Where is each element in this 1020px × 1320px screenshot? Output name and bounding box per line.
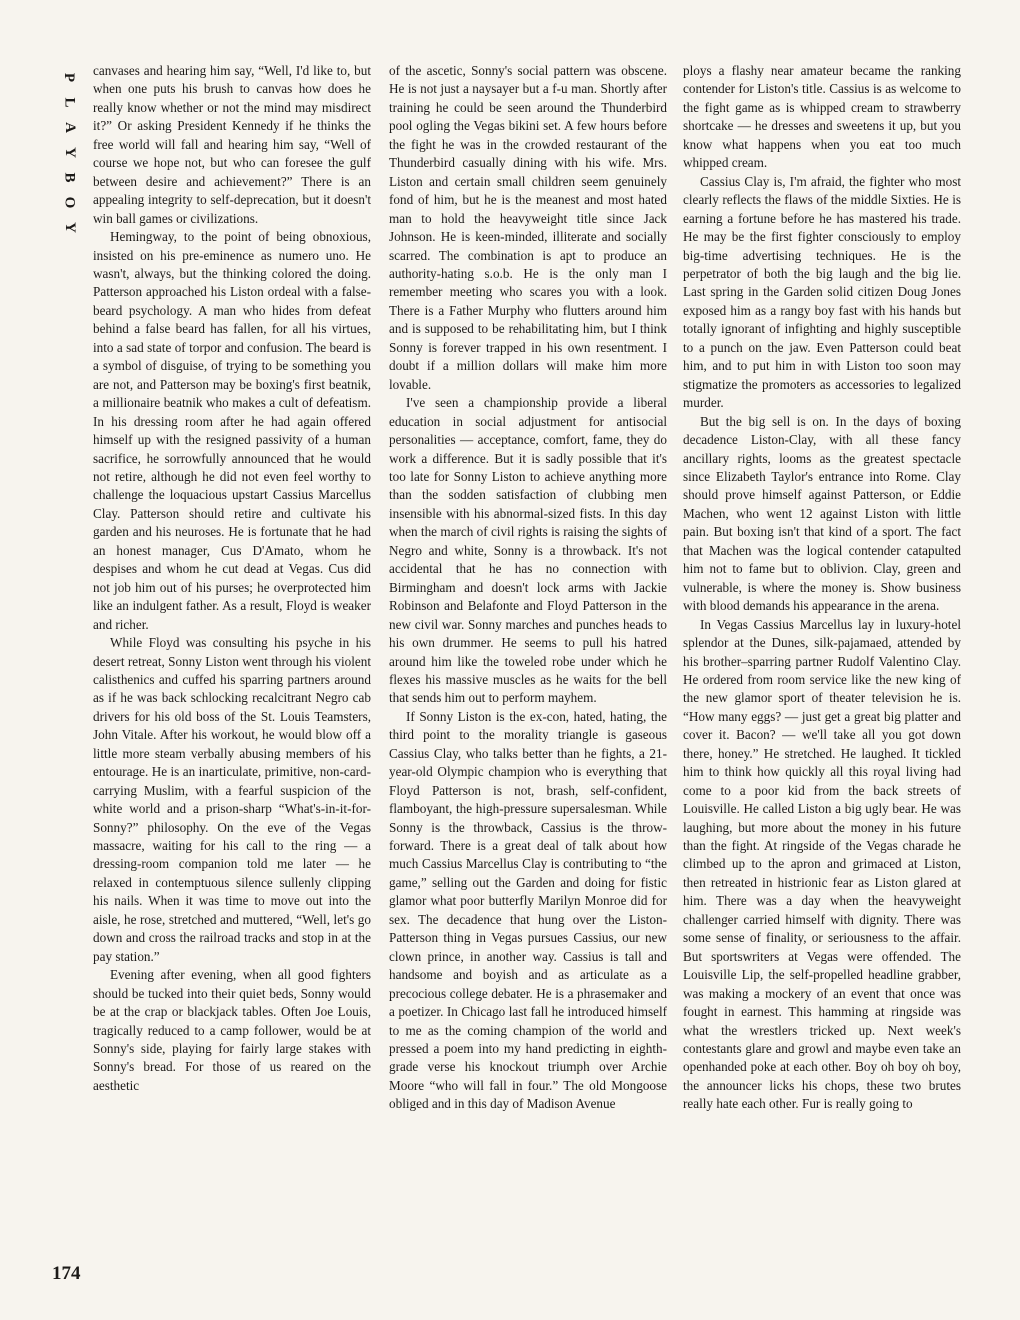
- masthead-letter: B: [61, 172, 78, 183]
- paragraph: Hemingway, to the point of being obnoxious, insisted on his pre-eminence as numero uno. He wasn't, always, but the thinking colored the doing. Patterson approached his Liston ordeal with a false-beard psychology. A man who hides from defeat behind a false beard has fallen, for all his virtues, into a sad state of torpor and confusion. The beard is a symbol of disguise, of trying to be something you are not, and Patterson may be boxing's first beatnik, a millionaire beatnik who makes a cult of defeatism. In his dressing room after he had again offered himself up with the resigned passivity of a human sacrifice, he sorrowfully announced that he would not retire, although he did not even feel worthy to challenge the loquacious upstart Cassius Marcellus Clay. Patterson should retire and cultivate his garden and his neuroses. He is fortunate that he had an honest manager, Cus D'Amato, whom he despises and whom he cut dead at Vegas. Cus did not job him out of his purses; he overprotected him like an indulgent father. As a result, Floyd is weaker and richer.: [93, 229, 371, 632]
- masthead-letter: O: [61, 196, 78, 209]
- masthead-letter: P: [61, 72, 78, 83]
- text-column-3: [683, 62, 961, 1292]
- text-column-1: [93, 62, 371, 1292]
- paragraph: If Sonny Liston is the ex-con, hated, hating, the third point to the morality triangle is gaseous Cassius Clay, who talks better than he fights, a 21-year-old Olympic champion who is everything that Floyd Patterson is not, brash, self-confident, flamboyant, the high-pressure supersalesman. While Sonny is the throwback, Cassius is the throw-forward. There is a great deal of talk about how much Cassius Marcellus Clay is contributing to “the game,” selling out the Garden and doing for fistic glamor what poor butterfly Marilyn Monroe did for sex. The decadence that hung over the Liston-Patterson thing in Vegas pursues Cassius, our new clown prince, in another way. Cassius is tall and handsome and boyish and as articulate as a precocious college debater. He is a phrasemaker and a poetizer. In Chicago last fall he introduced himself to me as the coming champion of the world and pressed a poem into my hand predicting in eighth-grade verse his knockout triumph over Archie Moore “who will fall in four.” The old Mongoose obliged and in this day of Madison Avenue: [389, 708, 667, 1112]
- paragraph: Evening after evening, when all good fighters should be tucked into their quiet beds, Sonny would be at the crap or blackjack tables. Often Joe Louis, tragically reduced to a camp follower, would be at Sonny's side, playing for fairly large stakes with Sonny's bread. For those of us reared on the aesthetic: [93, 967, 371, 1093]
- text-column-2: [389, 62, 667, 1292]
- paragraph: Cassius Clay is, I'm afraid, the fighter who most clearly reflects the flaws of the middle Sixties. He is earning a fortune before he has mastered his trade. He may be the first fighter consciously to employ big-time advertising techniques. He is the perpetrator of both the big laugh and the big lie. Last spring in the Garden solid citizen Doug Jones exposed him as a rangy boy fast with his hands but totally ignorant of infighting and highly susceptible to a punch on the jaw. Even Patterson could beat him, and to put him in with Liston too soon may stigmatize the promoters as accessories to legalized murder.: [683, 173, 961, 411]
- magazine-masthead: [58, 70, 80, 235]
- paragraph: canvases and hearing him say, “Well, I'd like to, but when one puts his brush to canvas how does he really know whether or not the mind may misdirect it?” Or asking President Kennedy if he thinks the free world will fall and hearing him say, “Well of course we hope not, but who can foresee the gulf between desire and achievement?” There is an appealing integrity to self-deprecation, but it doesn't win ball games or civilizations.: [93, 63, 371, 226]
- paragraph: While Floyd was consulting his psyche in his desert retreat, Sonny Liston went through his violent calisthenics and cuffed his sparring partners around as if he was back schlocking recalcitrant Negro cab drivers for his old boss of the St. Louis Teamsters, John Vitale. After his workout, he would blow off a little more steam verbally abusing members of his entourage. He is an inarticulate, primitive, non-card-carrying Muslim, with a fearful suspicion of the white world and a prison-sharp “What's-in-it-for-Sonny?” philosophy. On the eve of the Vegas massacre, waiting for his call to the ring — a dressing-room companion told me later — he relaxed in contemptuous silence sullenly clipping his nails. When it was time to move out into the aisle, he rose, stretched and muttered, “Well, let's go down and cross the railroad tracks and stop in at the pay station.”: [93, 635, 371, 964]
- masthead-letter: A: [61, 122, 78, 133]
- paragraph: But the big sell is on. In the days of boxing decadence Liston-Clay, with all these fancy ancillary rights, looms as the greatest spectacle since Elizabeth Taylor's entrance into Rome. Clay should prove himself against Patterson, or Eddie Machen, who went 12 against Liston with little pain. But boxing isn't that kind of a sport. The fact that Machen was the logical contender catapulted him not to fame but to oblivion. Clay, green and vulnerable, is where the money is. Show business with blood demands his appearance in the arena.: [683, 413, 961, 614]
- masthead-letter: L: [61, 97, 78, 108]
- masthead-letter: Y: [61, 147, 78, 158]
- paragraph: In Vegas Cassius Marcellus lay in luxury-hotel splendor at the Dunes, silk-pajamaed, attended by his brother–sparring partner Rudolf Valentino Clay. He ordered from room service like the new king of the new glamor sport of theater television he is. “How many eggs? — just get a great big platter and cover it. Bacon? — we'll take all you got down there, honey.” He stretched. He laughed. It tickled him to think how quickly all this royal living had come to a poor kid from the back streets of Louisville. He called Liston a big ugly bear. He was laughing, but more about the money in his future than the fight. At ringside of the Vegas charade he climbed up to the apron and grimaced at Liston, then retreated in histrionic fear as Liston glared at him. There was a day when the heavyweight challenger carried himself with dignity. There was some sense of finality, or seriousness to the affair. But sportswriters at Vegas were offended. The Louisville Lip, the self-propelled headline grabber, was making a mockery of an event that once was fought in earnest. This hamming at ringside was what the wrestlers tricked up. Next week's contestants glare and growl and maybe even take an openhanded poke at each other. Boy oh boy oh boy, the announcer licks his chops, these two brutes really hate each other. Fur is really going to: [683, 616, 961, 1112]
- paragraph: of the ascetic, Sonny's social pattern was obscene. He is not just a naysayer but a f-u man. Shortly after training he could be seen around the Thunderbird pool ogling the Vegas bikini set. A few hours before the fight he was in the crowded restaurant of the Thunderbird casually dining with his wife. Mrs. Liston and certain small children seem genuinely fond of him, but he is the meanest and most hated man to hold the heavyweight title since Jack Johnson. He is keen-minded, illiterate and socially scarred. The combination is apt to produce an authority-hating s.o.b. He is the only man I remember meeting who scares you with a look. There is a Father Murphy who flutters around him and is supposed to be rehabilitating him, but I think Sonny is forever trapped in his own resentment. I doubt if a million dollars will make him more lovable.: [389, 63, 667, 392]
- paragraph: ploys a flashy near amateur became the ranking contender for Liston's title. Cassius is as welcome to the fight game as is whipped cream to strawberry shortcake — he dresses and sweetens it up, but you know what happens when you eat too much whipped cream.: [683, 63, 961, 171]
- masthead-letter: Y: [61, 222, 78, 233]
- paragraph: I've seen a championship provide a liberal education in social adjustment for antisocial personalities — acceptance, comfort, fame, they do work a difference. But it is sadly possible that it's too late for Sonny Liston to achieve anything more than the sodden satisfaction of clubbing men insensible with his abnormal-sized fists. In this day when the march of civil rights is raising the sights of Negro and white, Sonny is a throwback. It's not accidental that he has no connection with Birmingham and doesn't lock arms with Jackie Robinson and Belafonte and Floyd Patterson in the new civil war. Sonny marches and punches heads to his own drummer. He seems to pull his hatred around him like the toweled robe under which he flexes his massive muscles as he waits for the bell that sends him out to perform mayhem.: [389, 395, 667, 706]
- page-number: 174: [52, 1263, 81, 1284]
